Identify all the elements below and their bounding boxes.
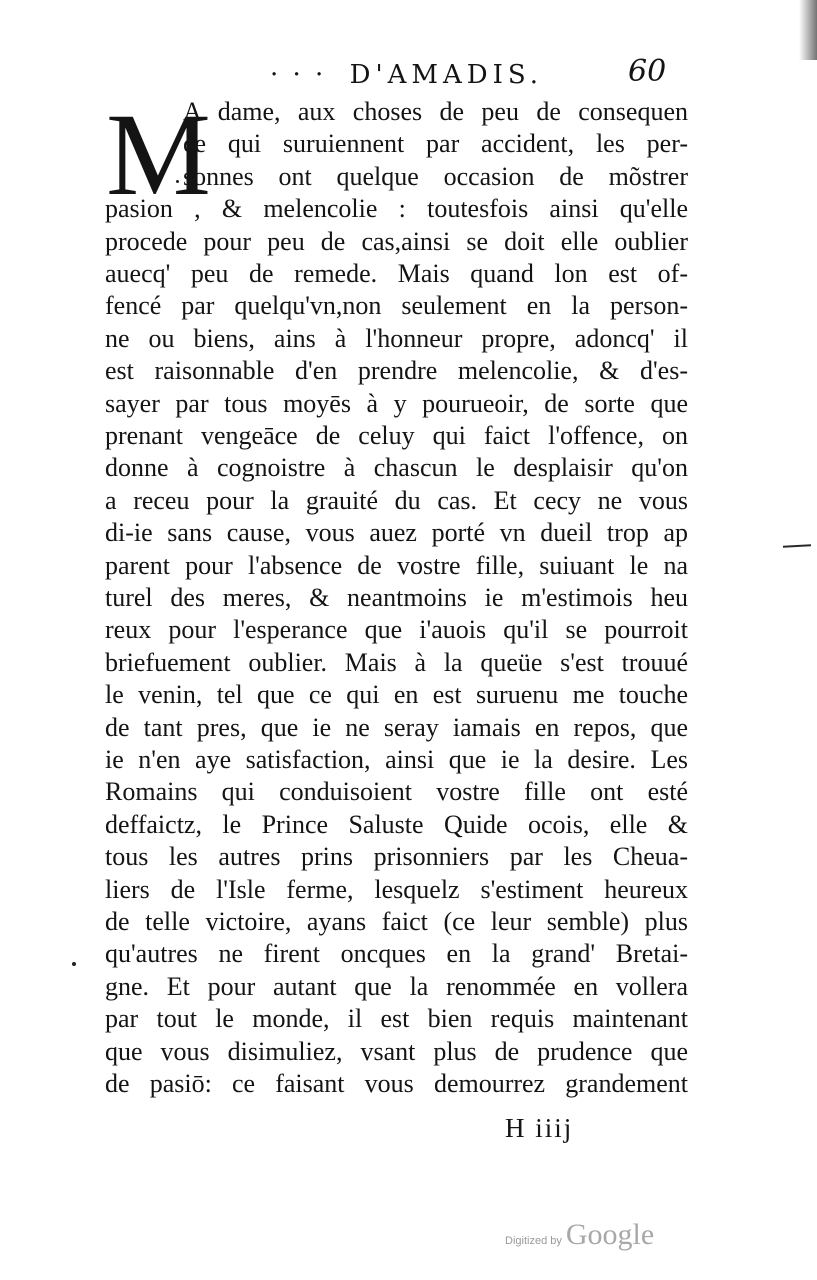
text-line: ie n'en aye satisfaction, ainsi que ie la desire. Les — [105, 745, 688, 774]
text-line: a receu pour la grauité du cas. Et cecy ne vous — [105, 485, 688, 515]
text-line: reux pour l'esperance que i'auois qu'il se pourroit — [105, 615, 688, 645]
text-line: ce qui suruiennent par accident, les per- — [183, 129, 688, 159]
text-line: le venin, tel que ce qui en est suruenu me touche — [105, 680, 688, 710]
drop-capital: M — [106, 89, 211, 220]
text-line: A dame, aux choses de peu de consequen — [183, 97, 688, 126]
text-line: deffaictz, le Prince Saluste Quide ocois, elle & — [105, 809, 688, 839]
text-line: di-ie sans cause, vous auez porté vn dueil trop ap — [105, 518, 688, 548]
text-line: prenant vengeāce de celuy qui faict l'offence, on — [105, 421, 688, 450]
text-line: de pasiō: ce faisant vous demourrez grandement — [105, 1069, 688, 1098]
text-line: Romains qui conduisoient vostre fille ont esté — [105, 777, 688, 807]
text-line: gne. Et pour autant que la renommée en vollera — [105, 971, 688, 1001]
text-line: par tout le monde, il est bien requis maintenant — [105, 1004, 688, 1034]
running-header — [270, 60, 677, 90]
text-line: auecq' peu de remede. Mais quand lon est of- — [105, 259, 688, 288]
page-number: 60 — [628, 54, 667, 89]
signature-mark: H iiij — [505, 1113, 574, 1143]
text-line: tous les autres prins prisonniers par les Cheua- — [105, 842, 688, 872]
text-line: que vous disimuliez, vsant plus de prudence que — [105, 1036, 688, 1066]
running-title: D'AMADIS. — [349, 60, 544, 90]
text-line: turel des meres, & neantmoins ie m'estimois heu — [105, 583, 688, 612]
google-logo: Google — [565, 1218, 655, 1251]
ink-speck — [72, 962, 76, 966]
scan-edge-shadow — [799, 0, 817, 60]
text-line: donne à cognoistre à chascun le desplaisir qu'on — [105, 453, 688, 483]
text-line: de tant pres, que ie ne seray iamais en repos, que — [105, 712, 688, 742]
text-line: qu'autres ne firent oncques en la grand' Bretai- — [105, 939, 688, 969]
text-line: briefuement oublier. Mais à la queüe s'est trouué — [105, 647, 688, 677]
text-line: de telle victoire, ayans faict (ce leur semble) plus — [105, 907, 688, 936]
header-ornament: · · · — [270, 60, 327, 90]
text-line: procede pour peu de cas,ainsi se doit elle oublier — [105, 226, 688, 256]
digitized-prefix: Digitized by — [505, 1235, 562, 1247]
text-line: fencé par quelqu'vn,non seulement en la person- — [105, 291, 688, 321]
text-line: sonnes ont quelque occasion de mõstrer — [183, 161, 688, 191]
digitized-watermark — [505, 1218, 654, 1252]
text-line: est raisonnable d'en prendre melencolie, & d'es- — [105, 356, 688, 386]
text-line: sayer par tous moyēs à y pourueoir, de sorte que — [105, 388, 688, 418]
text-line: parent pour l'absence de vostre fille, suiuant le na — [105, 550, 688, 580]
text-line: ne ou biens, ains à l'honneur propre, adoncq' il — [105, 323, 688, 353]
text-line: pasion , & melencolie : toutesfois ainsi qu'elle — [105, 194, 688, 224]
margin-mark — [783, 544, 811, 547]
text-line: liers de l'Isle ferme, lesquelz s'estiment heureux — [105, 874, 688, 904]
